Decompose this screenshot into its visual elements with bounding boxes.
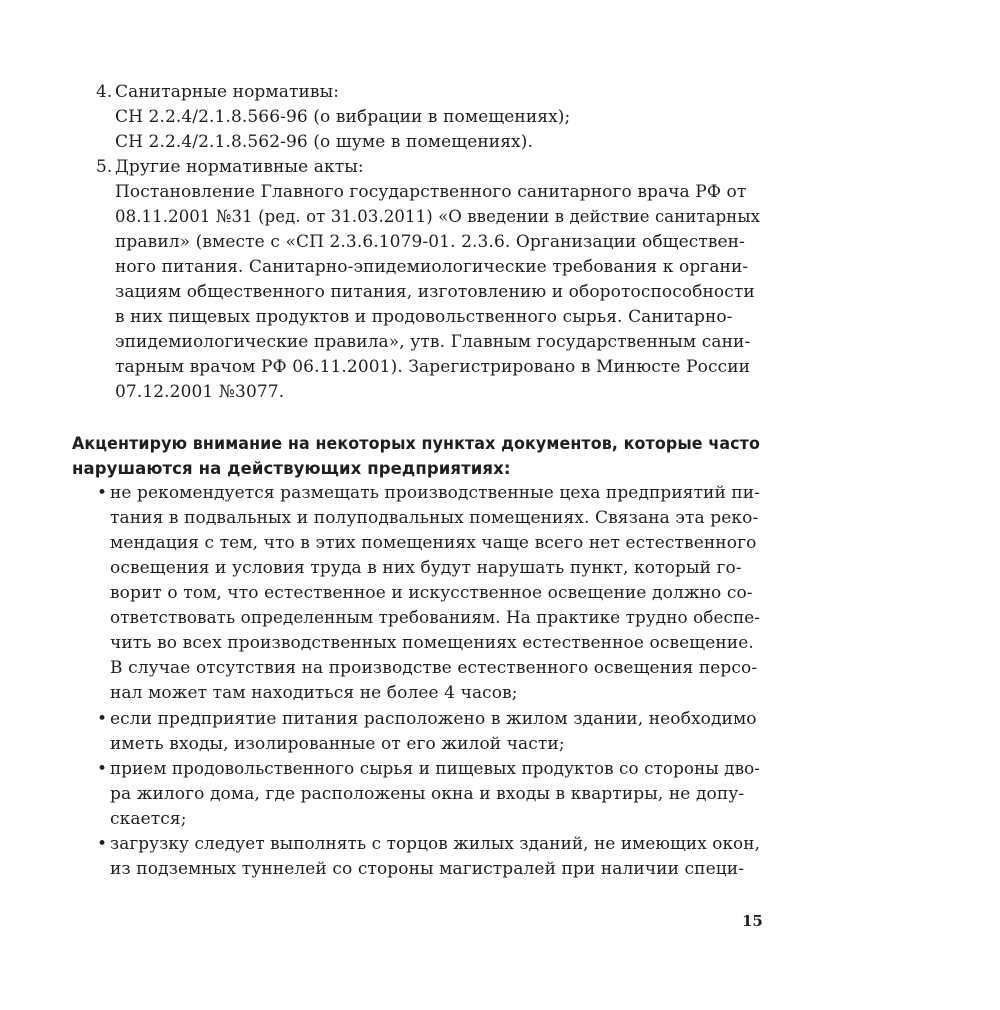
bullet4-line: загрузку следует выполнять с торцов жилых зданий, не имеющих окон,: [110, 834, 761, 854]
item5-line: тарным врачом РФ 06.11.2001). Зарегистрировано в Минюсте России: [115, 357, 751, 377]
item5-title: Другие нормативные акты:: [115, 157, 364, 177]
bullet1-line: ответствовать определенным требованиям. На практике трудно обеспе-: [110, 608, 761, 628]
bullet1-line: чить во всех производственных помещениях естественное освещение.: [110, 633, 754, 653]
bullet1-line: освещения и условия труда в них будут нарушать пункт, который го-: [110, 558, 742, 578]
item5-line: 08.11.2001 №31 (ред. от 31.03.2011) «О введении в действие санитарных: [115, 207, 761, 227]
bullet1-line: В случае отсутствия на производстве естественного освещения персо-: [110, 658, 758, 678]
bullet-marker: •: [97, 834, 108, 854]
bullet3-line: скается;: [110, 809, 187, 829]
item5-line: ного питания. Санитарно-эпидемиологические требования к органи-: [115, 257, 749, 277]
page-number: 15: [742, 912, 763, 930]
bullet3-line: ра жилого дома, где расположены окна и входы в квартиры, не допу-: [110, 784, 745, 804]
item4-line: СН 2.2.4/2.1.8.566-96 (о вибрации в помещениях);: [115, 107, 571, 127]
bullet2-line: если предприятие питания расположено в жилом здании, необходимо: [110, 709, 757, 729]
bullet1-line: ворит о том, что естественное и искусственное освещение должно со-: [110, 583, 753, 603]
item5-line: Постановление Главного государственного санитарного врача РФ от: [115, 182, 747, 202]
item5-line: 07.12.2001 №3077.: [115, 382, 285, 402]
item5-line: эпидемиологические правила», утв. Главным государственным сани-: [115, 332, 751, 352]
item4-title: Санитарные нормативы:: [115, 82, 340, 102]
item5-line: в них пищевых продуктов и продовольственного сырья. Санитарно-: [115, 307, 733, 327]
bullet-marker: •: [97, 483, 108, 503]
bullet1-line: тания в подвальных и полуподвальных помещениях. Связана эта реко-: [110, 508, 759, 528]
bullet1-line: нал может там находиться не более 4 часов;: [110, 683, 518, 703]
section-heading: нарушаются на действующих предприятиях:: [72, 459, 511, 478]
item5-line: правил» (вместе с «СП 2.3.6.1079-01. 2.3.6. Организации обществен-: [115, 232, 745, 252]
bullet2-line: иметь входы, изолированные от его жилой части;: [110, 734, 565, 754]
bullet-marker: •: [97, 709, 108, 729]
bullet1-line: не рекомендуется размещать производственные цеха предприятий пи-: [110, 483, 761, 503]
list-number-5: 5.: [96, 157, 113, 177]
bullet3-line: прием продовольственного сырья и пищевых продуктов со стороны дво-: [110, 759, 761, 779]
bullet1-line: мендация с тем, что в этих помещениях чаще всего нет естественного: [110, 533, 757, 553]
section-heading: Акцентирую внимание на некоторых пунктах документов, которые часто: [72, 434, 760, 453]
list-number-4: 4.: [96, 82, 113, 102]
bullet-marker: •: [97, 759, 108, 779]
item4-line: СН 2.2.4/2.1.8.562-96 (о шуме в помещениях).: [115, 132, 533, 152]
item5-line: зациям общественного питания, изготовлению и оборотоспособности: [115, 282, 755, 302]
bullet4-line: из подземных туннелей со стороны магистралей при наличии специ-: [110, 859, 745, 879]
